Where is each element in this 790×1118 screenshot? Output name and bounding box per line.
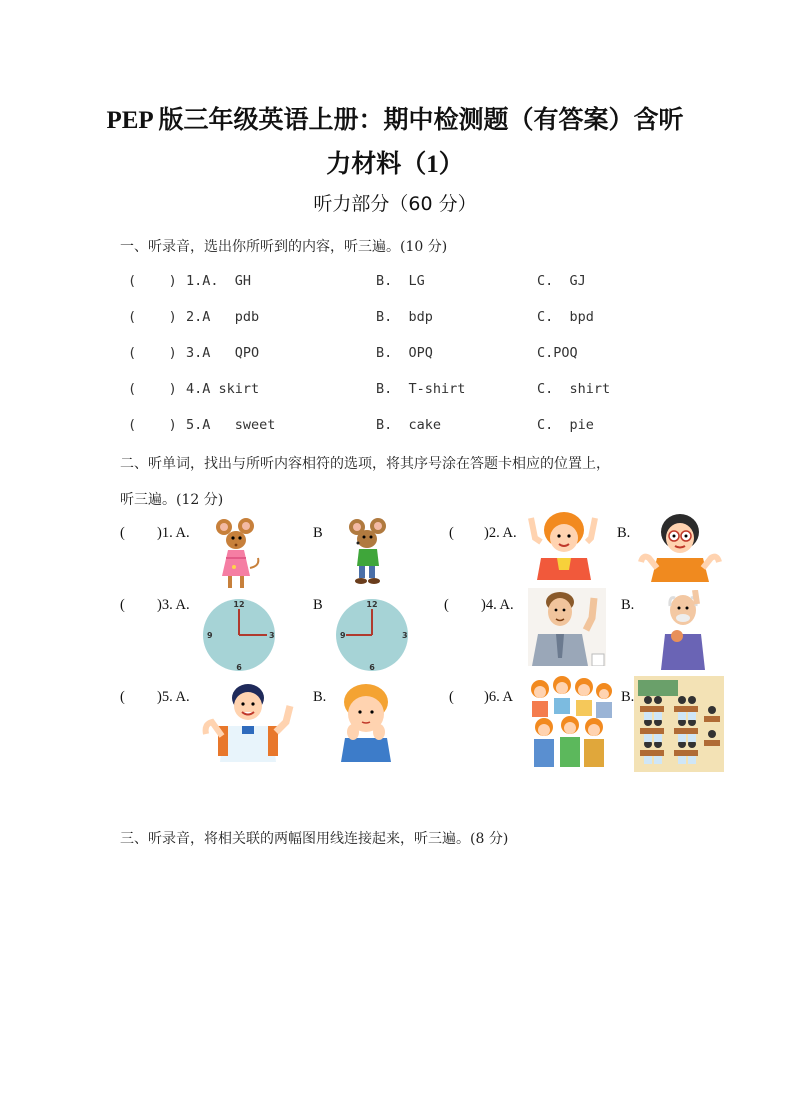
classroom-image — [634, 676, 724, 772]
option-b: B. cake — [376, 417, 442, 433]
clock-a-3: 3 — [269, 631, 275, 640]
answer-paren[interactable]: ( — [120, 525, 125, 541]
answer-paren[interactable]: ( — [449, 525, 454, 541]
option-b-label: B — [313, 525, 323, 541]
clock-a-12: 12 — [233, 600, 245, 609]
option-b-label: B. — [617, 525, 631, 541]
answer-blank[interactable]: ( ) — [128, 417, 177, 433]
option-b: B. LG — [376, 273, 425, 289]
question-label: )3. A. — [157, 597, 190, 613]
clock-a-9: 9 — [207, 631, 213, 640]
option-c: C. GJ — [537, 273, 586, 289]
option-b: B. T-shirt — [376, 381, 466, 397]
answer-blank[interactable]: ( ) — [128, 273, 177, 289]
clock-b-3: 3 — [402, 631, 408, 640]
option-c: C. bpd — [537, 309, 594, 325]
option-a: 4.A skirt — [186, 381, 260, 397]
option-a: 1.A. GH — [186, 273, 252, 289]
clock-b-9: 9 — [340, 631, 346, 640]
schoolboy-image — [202, 678, 298, 762]
answer-blank[interactable]: ( ) — [128, 345, 177, 361]
question-label: )1. A. — [157, 525, 190, 541]
section2-heading-line2: 听三遍。(12 分) — [120, 492, 224, 508]
option-a: 2.A pdb — [186, 309, 260, 325]
option-b-label: B — [313, 597, 323, 613]
girl-waving-image — [525, 508, 603, 580]
mouse-boy-image — [345, 518, 391, 588]
children-group-image — [526, 673, 614, 771]
section2-heading-line1: 二、听单词，找出与所听内容相符的选项，将其序号涂在答题卡相应的位置上， — [120, 456, 610, 472]
answer-paren[interactable]: ( — [444, 597, 449, 613]
option-c: C.POQ — [537, 345, 578, 361]
clock-a-image — [201, 597, 277, 673]
option-b-label: B. — [621, 597, 635, 613]
option-a: 3.A QPO — [186, 345, 260, 361]
answer-paren[interactable]: ( — [120, 597, 125, 613]
clock-b-6: 6 — [369, 663, 375, 672]
clock-a-6: 6 — [236, 663, 242, 672]
question-label: )4. A. — [481, 597, 514, 613]
question-label: )6. A — [484, 689, 513, 705]
grandpa-image — [655, 590, 707, 670]
page-title-line1: PEP 版三年级英语上册：期中检测题（有答案）含听 — [106, 107, 684, 134]
section1-heading: 一、听录音，选出你所听到的内容，听三遍。(10 分) — [120, 239, 448, 255]
grandma-image — [637, 510, 723, 582]
question-label: )5. A. — [157, 689, 190, 705]
page-subtitle: 听力部分（60 分） — [313, 193, 477, 215]
clock-b-12: 12 — [366, 600, 378, 609]
option-c: C. shirt — [537, 381, 611, 397]
clock-b-image — [334, 597, 410, 673]
option-c: C. pie — [537, 417, 594, 433]
option-b: B. OPQ — [376, 345, 433, 361]
option-b-label: B. — [313, 689, 327, 705]
shy-boy-image — [333, 680, 399, 762]
section3-heading: 三、听录音，将相关联的两幅图用线连接起来，听三遍。(8 分) — [120, 831, 509, 847]
question-label: )2. A. — [484, 525, 517, 541]
option-a: 5.A sweet — [186, 417, 276, 433]
answer-blank[interactable]: ( ) — [128, 381, 177, 397]
page-title-line2: 力材料（1） — [326, 151, 464, 178]
answer-blank[interactable]: ( ) — [128, 309, 177, 325]
mouse-girl-image — [212, 518, 262, 592]
answer-paren[interactable]: ( — [449, 689, 454, 705]
answer-paren[interactable]: ( — [120, 689, 125, 705]
man-waving-image — [528, 588, 606, 666]
option-b-label: B. — [621, 689, 635, 705]
option-b: B. bdp — [376, 309, 433, 325]
